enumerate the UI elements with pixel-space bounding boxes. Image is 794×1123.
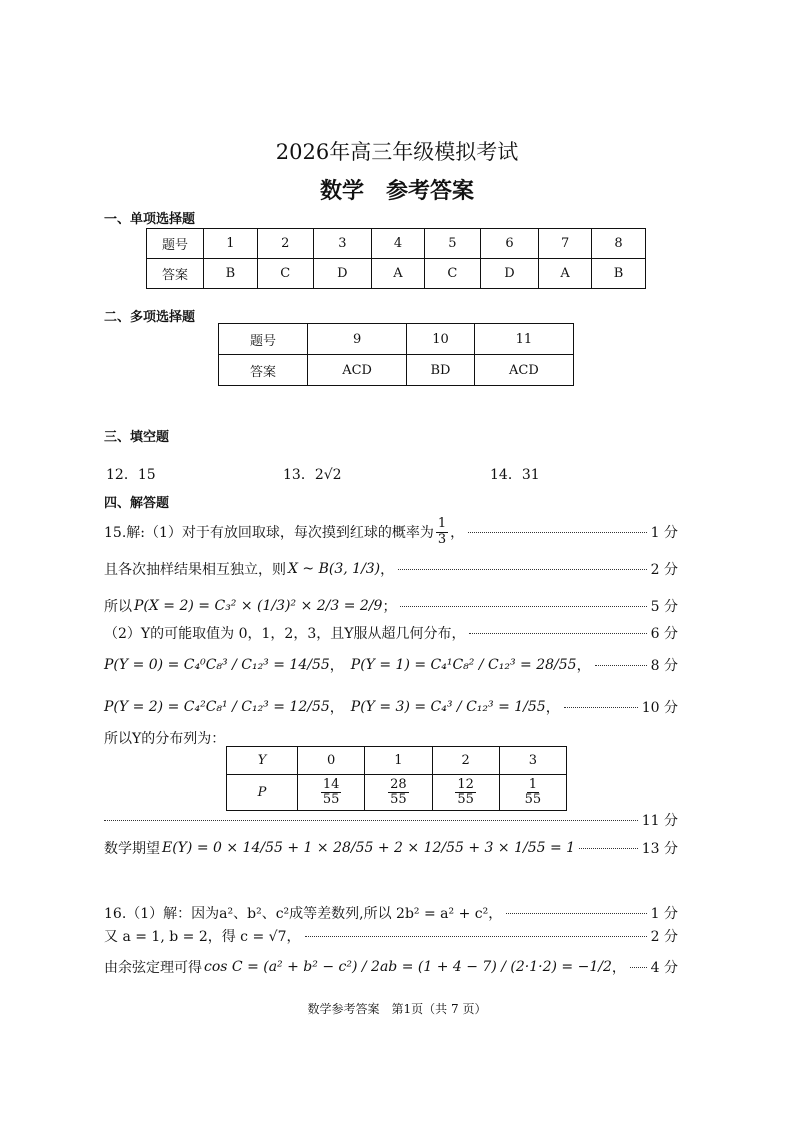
table-row <box>147 259 646 289</box>
line-math: P(X = 2) = C₃² × (1/3)² × 2/3 = 2/9 <box>134 598 383 614</box>
table-cell: 题号 <box>147 229 204 259</box>
table-cell: B <box>204 259 258 289</box>
table-cell: 6 <box>480 229 538 259</box>
item-label: 12． <box>106 467 138 483</box>
q15-line-2: 且各次抽样结果相互独立，则 X ~ B(3, 1/3) ， 2 分 <box>104 561 678 578</box>
table-cell: 答案 <box>219 355 308 386</box>
table-cell: 4 <box>372 229 425 259</box>
single-choice-answer-table <box>146 228 646 289</box>
table-row <box>227 747 567 775</box>
item-value: 15 <box>137 467 156 483</box>
leader-dots <box>305 935 647 937</box>
line-text: 所以 <box>104 599 132 615</box>
table-cell: D <box>313 259 371 289</box>
q15-line-4 <box>104 620 678 646</box>
line-math: E(Y) = 0 × 14/55 + 1 × 28/55 + 2 × 12/55 + 3 × 1/55 = 1 <box>162 840 576 856</box>
leader-dots <box>469 632 646 634</box>
table-cell: Y <box>227 747 298 775</box>
table-cell: C <box>424 259 480 289</box>
fraction <box>436 517 448 547</box>
q16-line-2 <box>104 924 678 948</box>
table-cell <box>432 775 499 811</box>
table-cell: 3 <box>499 747 566 775</box>
table-cell <box>298 775 365 811</box>
table-cell: 5 <box>424 229 480 259</box>
leader-dots <box>104 819 638 821</box>
table-cell: 题号 <box>219 324 308 355</box>
table-cell <box>365 775 432 811</box>
line-math: P(Y = 2) = C₄²C₈¹ / C₁₂³ = 12/55 <box>104 699 330 715</box>
score-points: 13 分 <box>641 841 678 857</box>
table-cell: 9 <box>308 324 407 355</box>
item-label: 14． <box>490 467 522 483</box>
leader-dots <box>579 847 638 849</box>
section-heading-solutions: 四、解答题 <box>104 496 170 511</box>
page-subtitle: 数学 参考答案 <box>319 179 474 204</box>
q15-line-8 <box>104 808 678 832</box>
q15-line-5: P(Y = 0) = C₄⁰C₈³ / C₁₂³ = 14/55 ， P(Y = 1) = C₄¹C₈² / C₁₂³ = 28/55 ， 8 分 <box>104 657 678 674</box>
q16-line-1 <box>104 900 678 926</box>
score-points: 2 分 <box>650 562 678 578</box>
table-cell: C <box>257 259 313 289</box>
line-text: 16.（1）解：因为a²、b²、c²成等差数列,所以 2b² = a² + c²， <box>104 906 503 922</box>
table-cell: B <box>592 259 646 289</box>
leader-dots <box>564 706 638 708</box>
table-row <box>147 229 646 259</box>
table-cell: A <box>372 259 425 289</box>
score-points: 1 分 <box>650 525 678 541</box>
q15-line-6: P(Y = 2) = C₄²C₈¹ / C₁₂³ = 12/55 ， P(Y = 3) = C₄³ / C₁₂³ = 1/55 ， 10 分 <box>104 699 678 716</box>
line-math: P(Y = 0) = C₄⁰C₈³ / C₁₂³ = 14/55 <box>104 657 330 673</box>
table-cell: 3 <box>313 229 371 259</box>
section-heading-fill-blank: 三、填空题 <box>104 430 170 445</box>
q15-line-9 <box>104 832 678 864</box>
fraction-denominator: 55 <box>322 792 340 807</box>
fraction-numerator: 1 <box>528 776 537 792</box>
score-points: 1 分 <box>650 906 678 922</box>
section-heading-single-choice: 一、单项选择题 <box>104 212 196 227</box>
fraction-denominator: 3 <box>437 531 447 547</box>
fraction-numerator: 1 <box>437 516 447 532</box>
line-text: 且各次抽样结果相互独立，则 <box>104 562 286 578</box>
table-cell: 11 <box>474 324 573 355</box>
table-row <box>219 355 574 386</box>
fraction-denominator: 55 <box>524 792 542 807</box>
fraction <box>321 778 342 808</box>
q15-line-7: 所以Y的分布列为： <box>104 731 226 747</box>
table-cell: 10 <box>407 324 475 355</box>
fraction-numerator: 12 <box>457 776 474 792</box>
line-text: 又 a = 1, b = 2，得 c = √7， <box>104 929 301 945</box>
line-text: 15.解:（1）对于有放回取球，每次摸到红球的概率为 <box>104 525 434 541</box>
table-cell: ACD <box>474 355 573 386</box>
score-points: 6 分 <box>650 626 678 642</box>
table-cell: 7 <box>539 229 592 259</box>
q15-line-3: 所以 P(X = 2) = C₃² × (1/3)² × 2/3 = 2/9 ； 5 分 <box>104 598 678 615</box>
line-text: （2）Y的可能取值为 0，1，2，3，且Y服从超几何分布， <box>104 626 466 642</box>
score-points: 5 分 <box>650 599 678 615</box>
score-points: 2 分 <box>650 929 678 945</box>
table-cell: A <box>539 259 592 289</box>
table-cell: 1 <box>204 229 258 259</box>
fill-answer-13 <box>283 464 342 484</box>
fraction-numerator: 28 <box>390 776 407 792</box>
leader-dots <box>400 605 646 607</box>
line-text: 由余弦定理可得 <box>104 960 202 976</box>
table-cell: ACD <box>308 355 407 386</box>
table-cell: D <box>480 259 538 289</box>
leader-dots <box>630 966 647 968</box>
page-footer: 数学参考答案 第1页（共 7 页） <box>307 1002 487 1016</box>
table-cell: P <box>227 775 298 811</box>
page-title: 2026年高三年级模拟考试 <box>275 140 519 164</box>
fill-answer-14 <box>490 464 540 484</box>
leader-dots <box>506 912 646 914</box>
line-math: P(Y = 3) = C₄³ / C₁₂³ = 1/55 <box>350 699 546 715</box>
score-points: 11 分 <box>641 813 678 829</box>
table-row <box>227 775 567 811</box>
fraction <box>388 778 409 808</box>
fraction <box>455 778 476 808</box>
leader-dots <box>468 531 646 533</box>
item-value: 2√2 <box>314 467 342 483</box>
table-cell: 1 <box>365 747 432 775</box>
score-points: 10 分 <box>641 700 678 716</box>
table-cell: 2 <box>257 229 313 259</box>
fraction <box>523 778 544 808</box>
leader-dots <box>595 664 647 666</box>
table-row <box>219 324 574 355</box>
q16-line-3: 由余弦定理可得 cos C = (a² + b² − c²) / 2ab = (1 + 4 − 7) / (2·1·2) = −1/2 ， 4 分 <box>104 959 678 976</box>
table-cell <box>499 775 566 811</box>
table-cell: 0 <box>298 747 365 775</box>
table-cell: 2 <box>432 747 499 775</box>
line-math: P(Y = 1) = C₄¹C₈² / C₁₂³ = 28/55 <box>350 657 577 673</box>
score-points: 8 分 <box>650 658 678 674</box>
item-value: 31 <box>521 467 540 483</box>
table-cell: BD <box>407 355 475 386</box>
fraction-denominator: 55 <box>390 792 407 807</box>
distribution-table <box>226 746 567 811</box>
item-label: 13． <box>283 467 315 483</box>
table-cell: 答案 <box>147 259 204 289</box>
fill-answer-12 <box>106 464 156 484</box>
fraction-denominator: 55 <box>457 792 474 807</box>
line-math: X ~ B(3, 1/3) <box>288 561 381 577</box>
fraction-numerator: 14 <box>322 776 340 792</box>
leader-dots <box>398 568 646 570</box>
q15-line-1: 15.解:（1）对于有放回取球，每次摸到红球的概率为 $\frac{1}{3}$ ， 1 分 <box>104 516 678 547</box>
multi-choice-answer-table <box>218 323 574 386</box>
line-math: cos C = (a² + b² − c²) / 2ab = (1 + 4 − 7) / (2·1·2) = −1/2 <box>204 959 612 975</box>
score-points: 4 分 <box>650 960 678 976</box>
section-heading-multi-choice: 二、多项选择题 <box>104 310 196 325</box>
line-text: 数学期望 <box>104 841 160 857</box>
table-cell: 8 <box>592 229 646 259</box>
